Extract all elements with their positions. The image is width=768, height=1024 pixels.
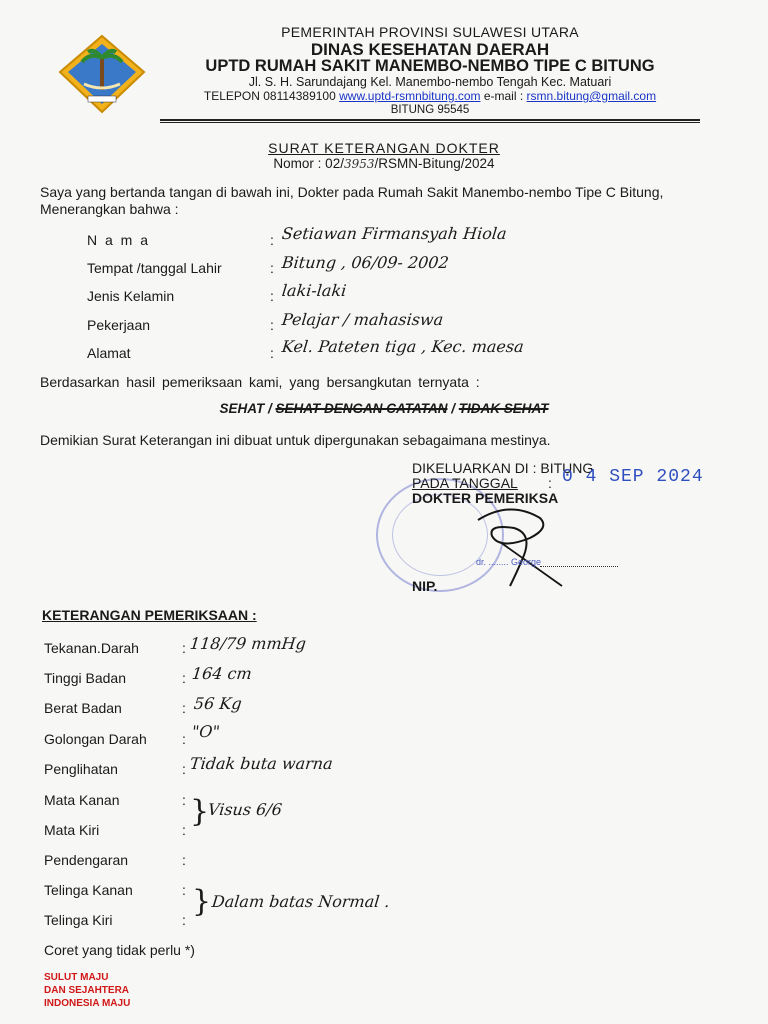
exam-colon: : <box>182 670 186 686</box>
number-handwritten: 3953 <box>343 157 375 171</box>
eyes-brace: } <box>190 794 210 829</box>
doctor-signature <box>470 498 570 590</box>
doctor-name-stamp: dr. ........ George <box>476 557 542 567</box>
exam-label-blood-pressure: Tekanan.Darah <box>44 640 139 656</box>
field-label-occupation: Pekerjaan <box>87 317 151 333</box>
document-title: SURAT KETERANGAN DOKTER <box>268 140 500 156</box>
footer-slogan-2: DAN SEJAHTERA <box>44 985 130 996</box>
field-colon: : <box>270 232 274 248</box>
email-link[interactable]: rsmn.bitung@gmail.com <box>526 89 657 103</box>
website-link[interactable]: www.uptd-rsmnbitung.com <box>339 89 481 103</box>
field-colon: : <box>270 260 274 276</box>
exam-label-left-eye: Mata Kiri <box>44 822 100 838</box>
closing-statement: Demikian Surat Keterangan ini dibuat untuk dipergunakan sebagaimana mestinya. <box>40 432 551 448</box>
field-label-address: Alamat <box>87 345 131 361</box>
exam-colon: : <box>182 912 186 928</box>
field-value-birth: Bitung , 06/09- 2002 <box>281 253 450 272</box>
exam-label-right-eye: Mata Kanan <box>44 792 120 808</box>
exam-label-vision: Penglihatan <box>44 761 118 777</box>
field-label-birth: Tempat /tanggal Lahir <box>87 260 222 276</box>
letterhead-contact <box>160 89 700 103</box>
health-status <box>0 401 768 416</box>
exam-value-height: 164 cm <box>191 664 253 683</box>
letterhead-divider <box>160 119 700 121</box>
result-intro: Berdasarkan hasil pemeriksaan kami, yang bersangkutan ternyata : <box>40 374 480 390</box>
ears-brace: } <box>192 884 212 919</box>
issued-at: DIKELUARKAN DI : BITUNG <box>412 460 594 476</box>
provincial-emblem-logo <box>54 32 150 116</box>
letterhead-hospital: UPTD RUMAH SAKIT MANEMBO-NEMBO TIPE C BITUNG <box>205 57 655 75</box>
exam-value-blood-pressure: 118/79 mmHg <box>189 634 307 653</box>
exam-heading: KETERANGAN PEMERIKSAAN : <box>42 607 257 623</box>
intro-line-2: Menerangkan bahwa : <box>40 201 179 217</box>
field-value-occupation: Pelajar / mahasiswa <box>281 310 445 329</box>
issued-date-stamp: 0 4 SEP 2024 <box>562 467 704 487</box>
exam-value-weight: 56 Kg <box>193 694 243 713</box>
field-value-gender: laki-laki <box>281 281 348 300</box>
footer-slogan-1: SULUT MAJU <box>44 972 109 983</box>
exam-label-blood-type: Golongan Darah <box>44 731 147 747</box>
exam-label-weight: Berat Badan <box>44 700 122 716</box>
letterhead-government: PEMERINTAH PROVINSI SULAWESI UTARA <box>281 24 579 40</box>
intro-line-1: Saya yang bertanda tangan di bawah ini, Dokter pada Rumah Sakit Manembo-nembo Tipe C Bitung, <box>40 184 664 200</box>
email-label: e-mail : <box>483 89 524 103</box>
field-value-name: Setiawan Firmansyah Hiola <box>281 224 508 243</box>
issued-date-colon: : <box>548 475 552 491</box>
status-separator: / <box>451 401 456 416</box>
field-label-name: N a m a <box>87 232 151 248</box>
exam-footnote: Coret yang tidak perlu *) <box>44 942 195 958</box>
exam-colon: : <box>182 761 186 777</box>
status-tidak-sehat: TIDAK SEHAT <box>458 401 549 416</box>
exam-colon: : <box>182 852 186 868</box>
field-colon: : <box>270 288 274 304</box>
number-suffix: /RSMN-Bitung/2024 <box>374 156 495 171</box>
footer-slogan-3: INDONESIA MAJU <box>44 998 131 1009</box>
letterhead-agency: DINAS KESEHATAN DAERAH <box>310 40 550 59</box>
field-colon: : <box>270 345 274 361</box>
signature-line <box>540 566 618 567</box>
exam-colon: : <box>182 640 186 656</box>
exam-label-hearing: Pendengaran <box>44 852 129 868</box>
exam-label-left-ear: Telinga Kiri <box>44 912 113 928</box>
letterhead-city-zip: BITUNG 95545 <box>390 104 470 116</box>
exam-label-right-ear: Telinga Kanan <box>44 882 133 898</box>
nip-label: NIP. <box>412 578 438 594</box>
field-colon: : <box>270 317 274 333</box>
field-value-address: Kel. Pateten tiga , Kec. maesa <box>281 337 525 356</box>
letterhead-divider-thin <box>160 122 700 123</box>
issued-date-label: PADA TANGGAL <box>412 475 518 491</box>
number-prefix: Nomor : 02/ <box>273 156 344 171</box>
document-number <box>0 156 768 171</box>
exam-value-ears: Dalam batas Normal . <box>211 892 391 911</box>
exam-colon: : <box>182 700 186 716</box>
status-sehat: SEHAT / <box>219 401 272 416</box>
field-label-gender: Jenis Kelamin <box>87 288 175 304</box>
letterhead-address: Jl. S. H. Sarundajang Kel. Manembo-nembo Tengah Kec. Matuari <box>248 75 612 89</box>
phone: TELEPON 08114389100 <box>203 89 336 103</box>
exam-colon: : <box>182 731 186 747</box>
exam-value-eyes: Visus 6/6 <box>207 800 283 819</box>
exam-value-blood-type: "O" <box>191 722 221 741</box>
exam-colon: : <box>182 822 186 838</box>
status-sehat-catatan: SEHAT DENGAN CATATAN <box>275 401 448 416</box>
exam-label-height: Tinggi Badan <box>44 670 126 686</box>
exam-value-vision: Tidak buta warna <box>189 754 334 773</box>
doctor-label: DOKTER PEMERIKSA <box>412 490 559 506</box>
exam-colon: : <box>182 792 186 808</box>
exam-colon: : <box>182 882 186 898</box>
